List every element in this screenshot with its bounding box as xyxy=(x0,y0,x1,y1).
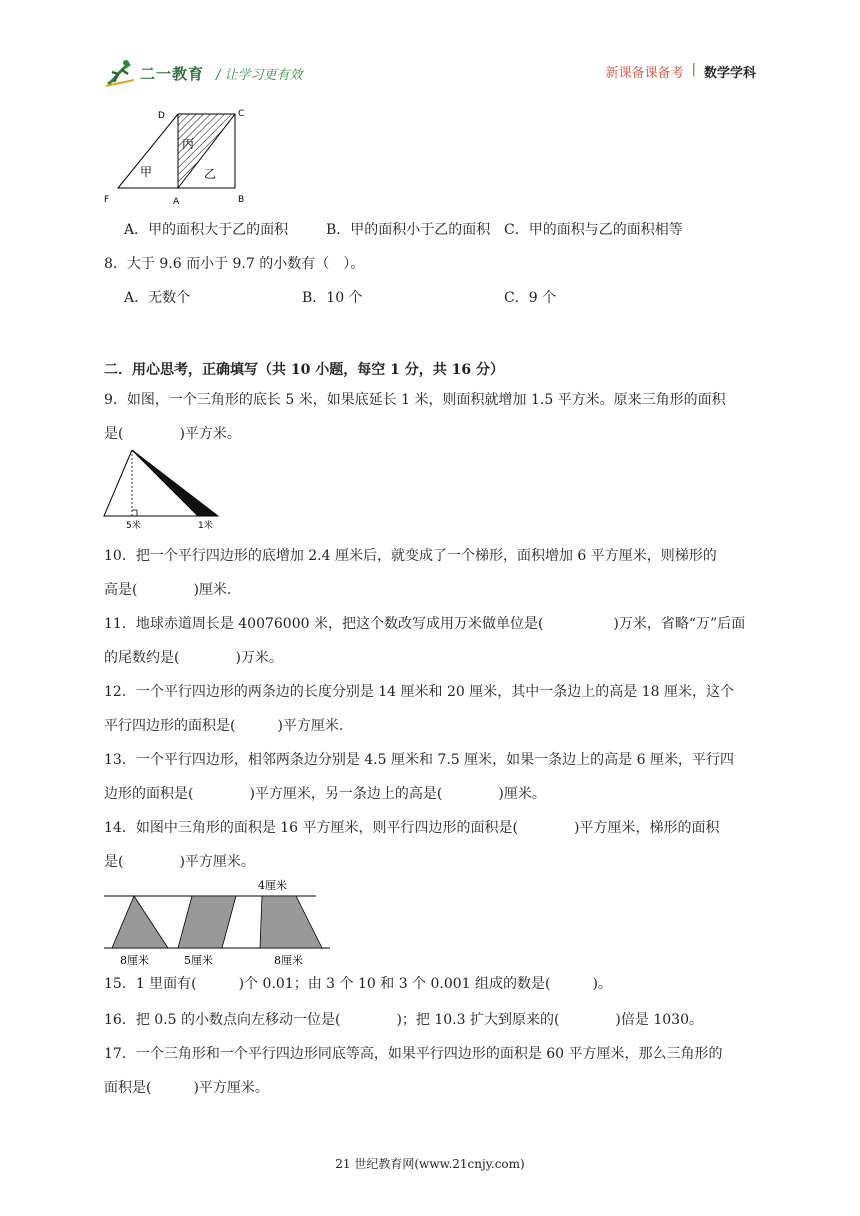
header-brand xyxy=(104,56,303,90)
q8-options xyxy=(124,288,724,308)
logo-text: 二一教育 xyxy=(140,64,205,83)
q15-stem: 15．1 里面有( )个 0.01；由 3 个 10 和 3 个 0.001 组成的数是( )。 xyxy=(104,976,612,992)
figure-q7-trapezoid xyxy=(98,106,258,206)
fig-q9-label-1m: 1米 xyxy=(198,521,213,531)
q13-line-2: 边形的面积是( )平方厘米，另一条边上的高是( )厘米。 xyxy=(104,786,546,802)
q17-line-2: 面积是( )平方厘米。 xyxy=(104,1080,269,1096)
label-B: B xyxy=(238,195,245,205)
q12-line-1: 12．一个平行四边形的两条边的长度分别是 14 厘米和 20 厘米，其中一条边上的高是 18 厘米，这个 xyxy=(104,684,734,700)
header-separator: | xyxy=(691,62,696,77)
q7-option-a: A．甲的面积大于乙的面积 xyxy=(124,222,289,238)
q14-line-1: 14．如图中三角形的面积是 16 平方厘米，则平行四边形的面积是( )平方厘米，梯形的面积 xyxy=(104,820,720,836)
label-D: D xyxy=(158,111,165,121)
page-footer: 21 世纪教育网(www.21cnjy.com) xyxy=(335,1157,525,1171)
q14-line-2: 是( )平方厘米。 xyxy=(104,854,255,870)
q7-option-c: C．甲的面积与乙的面积相等 xyxy=(504,222,683,238)
q8-option-c: C．9 个 xyxy=(504,290,557,306)
q10-line-1: 10．把一个平行四边形的底增加 2.4 厘米后，就变成了一个梯形，面积增加 6 平方厘米，则梯形的 xyxy=(104,548,717,564)
q8-stem: 8．大于 9.6 而小于 9.7 的小数有（ ）。 xyxy=(104,256,365,272)
subject-label: 数学学科 xyxy=(703,66,756,81)
label-C: C xyxy=(238,109,245,119)
q13-line-1: 13．一个平行四边形，相邻两条边分别是 4.5 厘米和 7.5 厘米，如果一条边上的高是 6 厘米，平行四 xyxy=(104,752,734,768)
slogan: / 让学习更有效 xyxy=(216,67,303,83)
q7-options xyxy=(124,220,764,240)
q11-line-2: 的尾数约是( )万米。 xyxy=(104,650,283,666)
label-yi: 乙 xyxy=(204,167,217,181)
label-bing: 丙 xyxy=(182,137,195,151)
header-meta xyxy=(606,62,756,81)
fig-q14-label-2: 5厘米 xyxy=(184,954,213,967)
fig-q14-top-label: 4厘米 xyxy=(258,879,287,892)
q11-line-1: 11．地球赤道周长是 40076000 米，把这个数改写成用万米做单位是( )万米，省略“万”后面 xyxy=(104,616,746,632)
section-2-title: 二．用心思考，正确填写（共 10 小题，每空 1 分，共 16 分） xyxy=(104,362,504,378)
label-A: A xyxy=(173,197,180,206)
q8-option-b: B．10 个 xyxy=(302,290,363,306)
figure-q14-shapes xyxy=(100,876,336,968)
label-jia: 甲 xyxy=(140,165,153,179)
figure-q9-triangle xyxy=(100,450,230,534)
q10-line-2: 高是( )厘米. xyxy=(104,582,232,598)
fig-q14-label-1: 8厘米 xyxy=(120,954,149,967)
q8-option-a: A．无数个 xyxy=(124,290,191,306)
q9-line-2: 是( )平方米。 xyxy=(104,426,241,442)
fig-q14-label-3: 8厘米 xyxy=(274,954,303,967)
course-label: 新课备课备考 xyxy=(605,66,684,81)
runner-logo-icon xyxy=(104,58,136,88)
q12-line-2: 平行四边形的面积是( )平方厘米. xyxy=(104,718,344,734)
q16-stem: 16．把 0.5 的小数点向左移动一位是( )；把 10.3 扩大到原来的( )倍是 1030。 xyxy=(104,1012,703,1028)
fig-q9-label-5m: 5米 xyxy=(126,521,141,531)
q9-line-1: 9．如图，一个三角形的底长 5 米，如果底延长 1 米，则面积就增加 1.5 平方米。原来三角形的面积 xyxy=(104,392,726,408)
label-F: F xyxy=(104,195,110,205)
q7-option-b: B．甲的面积小于乙的面积 xyxy=(326,222,491,238)
q17-line-1: 17．一个三角形和一个平行四边形同底等高，如果平行四边形的面积是 60 平方厘米，那么三角形的 xyxy=(104,1046,723,1062)
